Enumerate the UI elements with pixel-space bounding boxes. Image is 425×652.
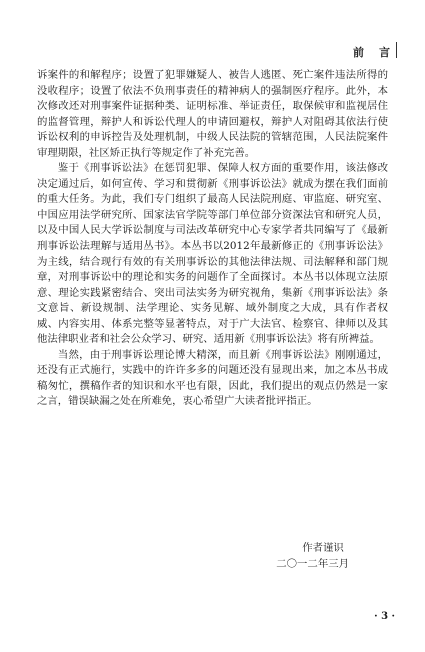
paragraph: 鉴于《刑事诉讼法》在惩罚犯罪、保障人权方面的重要作用，该法修改决定通过后，如何宣传、学习和贯彻新《刑事诉讼法》就成为摆在我们面前的重大任务。为此，我们专门组织了最高人民法院刑庭、审监庭、研究室、中国应用法学研究所、国家法官学院等部门单位部分资深法官和研究人员，以及中国人民大学诉讼制度与司法改革研究中心专家学者共同编写了《最新刑事诉讼法理解与适用丛书》。本丛书以2012年最新修正的《刑事诉讼法》为主线，结合现行有效的有关刑事诉讼的其他法律法规、司法解释和部门规章，对刑事诉讼中的理论和实务的问题作了全面探讨。本丛书以体现立法原意、理论实践紧密结合、突出司法实务为研究视角，集新《刑事诉讼法》条文意旨、新设规制、法学理论、实务见解、域外制度之大成，具有作者权威、内容实用、体系完整等显著特点，对于广大法官、检察官、律师以及其他法律职业者和社会公众学习、研究、适用新《刑事诉讼法》将有所裨益。 <box>37 162 388 346</box>
paragraph: 诉案件的和解程序；设置了犯罪嫌疑人、被告人逃匿、死亡案件违法所得的没收程序；设置了依法不负刑事责任的精神病人的强制医疗程序。此外，本次修改还对刑事案件证据种类、证明标准、举证责任，取保候审和监视居住的监督管理，辩护人和诉讼代理人的申请回避权，辩护人对阻碍其依法行使诉讼权利的申诉控告及处理机制，中级人民法院的管辖范围，人民法院案件审理期限，社区矫正执行等规定作了补充完善。 <box>37 69 388 159</box>
page-number: · 3 · <box>374 611 395 622</box>
preface-body <box>37 68 388 410</box>
running-header: 前 言 <box>353 46 392 59</box>
signature-block <box>276 541 349 572</box>
paragraph: 当然，由于刑事诉讼理论博大精深，而且新《刑事诉讼法》刚刚通过，还没有正式施行，实践中的许许多多的问题还没有显现出来，加之本丛书成稿匆忙，撰稿作者的知识和水平也有限，因此，我们提出的观点仍然是一家之言，错误缺漏之处在所难免，衷心希望广大读者批评指正。 <box>37 348 388 408</box>
signature-date: 二〇一二年三月 <box>276 557 349 570</box>
header-rule <box>396 42 397 58</box>
signature-author: 作者谨识 <box>302 542 344 554</box>
